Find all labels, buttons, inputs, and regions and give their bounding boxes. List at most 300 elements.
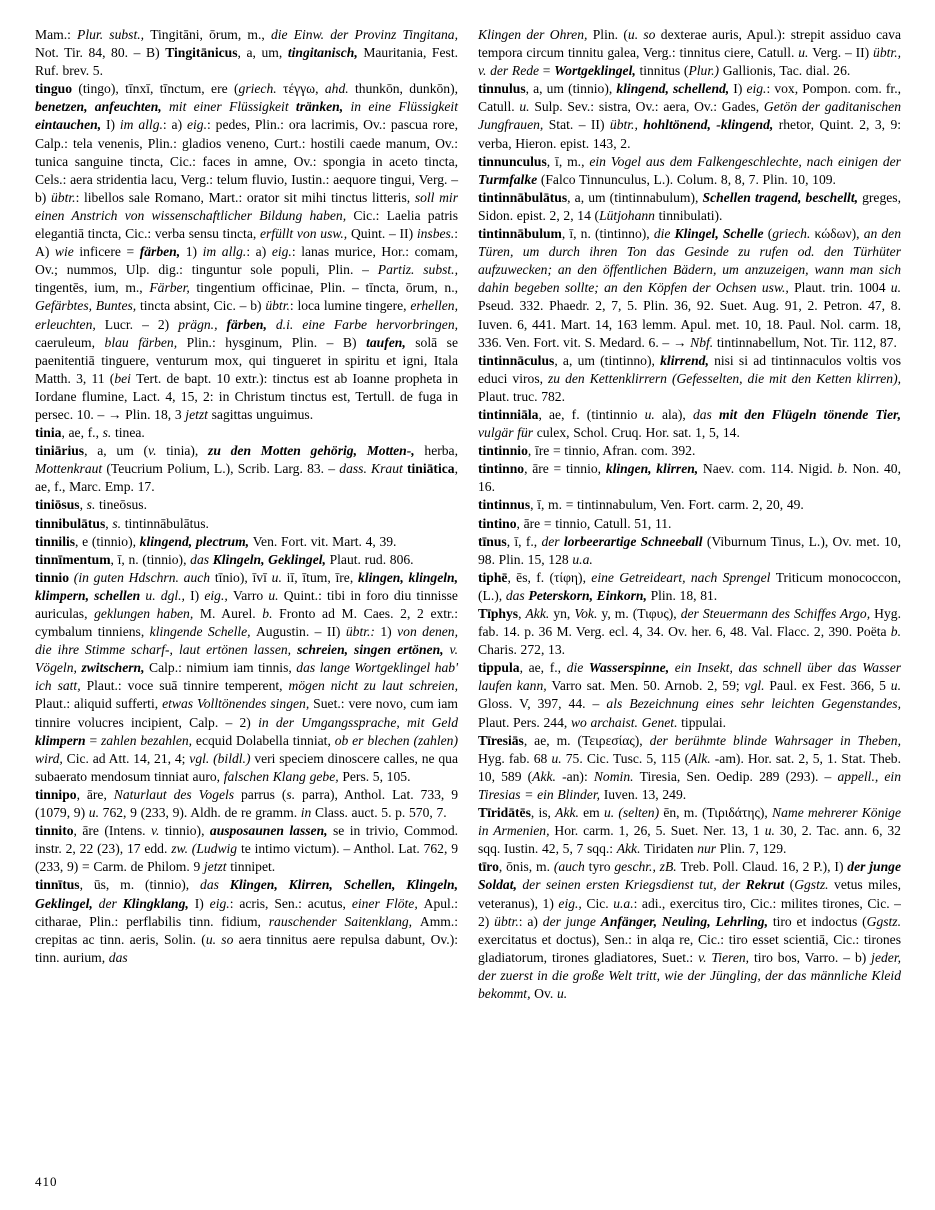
entry-text: klingen, klirren, [605,461,703,477]
entry-text: appell., ein Tiresias = ein Blinder, [478,768,901,802]
dictionary-entry [478,732,901,804]
entry-text: dass. Kraut [339,461,407,477]
entry-text: , āre = tinnio, [524,461,606,477]
entry-text: u. [764,823,780,839]
entry-text: klingend, schellend, [616,81,734,97]
entry-text: das lange Wortgeklingel hab' ich satt, [35,660,459,694]
headword: tīnus [478,533,507,549]
left-column [35,26,458,1003]
dictionary-entry [35,515,458,533]
entry-text: etwas Volltönendes singen, [162,696,314,712]
entry-text: der Steuermann des Schiffes Argo, [680,606,875,621]
entry-text: Augustin. – II) [255,624,346,640]
entry-text: te intimo victum). – Anthol. Lat. 762, 9 (233, 9) = Carm. de Philom. 9 [35,841,458,875]
entry-text: , āre (Intens. [73,823,151,839]
entry-text: geklungen haben, [94,606,200,621]
entry-text: tinnitus ( [639,63,689,79]
entry-text: vgl. (bildl.) [189,750,255,766]
entry-text: tintinnābulātus. [124,515,209,531]
entry-text: -am). Hor. sat. 2, 5, 1. Stat. Theb. 10, 589 ( [478,750,901,784]
entry-text: färben, [226,316,276,332]
entry-text: u. (selten) [603,805,664,821]
headword: tīro [478,859,499,875]
entry-text: : a) [518,913,543,929]
entry-text: ein Insekt, das schnell über das Wasser laufen kann, [478,660,902,694]
dictionary-entry [478,804,901,858]
entry-text: Paul. ex Fest. 366, 5 [769,678,891,694]
entry-text: I) [105,117,120,133]
entry-text: Partiz. subst., [377,262,458,278]
dictionary-entry [35,876,458,966]
entry-text: Sulp. Sev.: sistra, Ov.: aera, Ov.: Gades, [534,99,764,115]
headword: tinnio [35,569,69,585]
entry-text: hohltönend, -klingend, [643,117,779,133]
dictionary-entry [478,225,901,352]
entry-text: u. so [627,27,661,42]
entry-text: falschen Klang gebe, [223,768,343,784]
entry-text: blau färben, [104,334,187,350]
entry-text: : adi., exercitus tiro, Cic.: milites tirones, Cic. – 2) [478,895,901,929]
entry-text: = [542,63,555,79]
entry-text: klingend, plectrum, [139,533,253,549]
headword: tintinnio [478,443,528,459]
entry-text: u. [798,45,813,61]
entry-text: , a, um (tintinnabulum), [567,189,703,205]
entry-text: einer Flöte, [351,895,424,911]
entry-text: v. Vögeln, [35,642,458,676]
entry-text: griech. [772,226,815,242]
entry-text: tiniātica [407,461,455,477]
headword: tinnīmentum [35,551,111,567]
dictionary-entry [35,496,458,514]
entry-text: s. [286,786,303,802]
entry-text: yn, [553,606,575,621]
entry-text: Varro sat. Men. 50. Arnob. 2, 59; [551,678,745,694]
entry-text: , a, um, [237,45,288,61]
entry-text: erfüllt von usw., [259,226,351,242]
entry-text: vetus miles, veteranus), 1) [478,877,902,911]
entry-text: tiro et indoctus ( [772,913,867,929]
entry-text: sagittas unguimus. [211,406,314,422]
entry-text: die [566,660,589,676]
headword: tiniōsus [35,497,80,513]
entry-text: bei [114,370,137,386]
entry-text: culex, Schol. Cruq. Hor. sat. 1, 5, 14. [536,425,740,441]
entry-text: erhellen, erleuchten, [35,298,459,332]
text-columns [35,26,901,1003]
entry-text: u. [268,587,284,603]
entry-text: : loca lumine tingere, [289,298,411,314]
entry-text: Hor. carm. 1, 26, 5. Suet. Ner. 13, 1 [554,823,765,839]
headword: tinia [35,425,62,441]
entry-text: Anfänger, Neuling, Lehrling, [600,913,773,929]
entry-text: : A) [35,226,458,260]
dictionary-entry [478,352,901,406]
dictionary-entry [35,551,458,569]
entry-text: y, m. (Τιφυς), [601,606,681,621]
entry-text: ahd. [324,81,355,97]
entry-text: ecquid Dolabella tinniat, [195,732,335,748]
page-number: 410 [35,1174,58,1189]
entry-text: , e (tinnio), [75,533,140,549]
dictionary-entry [478,496,901,514]
entry-text: lorbeerartige Schneeball [563,533,707,549]
entry-text: , [79,497,87,513]
entry-text: die [653,226,675,242]
dictionary-entry [35,569,458,786]
entry-text: Klingeln, Geklingel, [212,551,330,567]
entry-text: v. [150,823,165,839]
entry-text: der seinen ersten Kriegsdienst tut, der [522,877,746,893]
entry-text: inficere = [79,244,140,260]
headword: Tīresiās [478,732,524,748]
entry-text: eig. [209,895,230,911]
entry-text: (tingo), tīnxī, tīnctum, ere ( [72,81,239,97]
entry-text: Apul.: citharae, Plin.: perflabilis tinn. fidium, [35,895,459,929]
entry-text: tiro bos, Varro. – b) [754,949,872,965]
entry-text: , ōnis, m. [498,859,554,875]
headword: tiniārius [35,443,85,459]
entry-text: Akk. [532,768,563,784]
dictionary-entry [35,442,458,496]
entry-text: Mottenkraut [35,461,107,477]
entry-text: der junge Soldat, [478,859,901,893]
entry-text: vulgär für [478,425,537,441]
entry-text: , a, um (tinnio), [525,81,617,97]
entry-text: Naev. com. 114. Nigid. [702,461,838,477]
entry-text: mit den Flügeln tönende Tier, [719,406,901,422]
entry-text: eig. [186,117,207,133]
entry-text: Hyg. fab. 68 [478,750,552,766]
entry-text: tingentēs, ium, m., [35,280,150,296]
dictionary-entry [478,858,901,1003]
entry-text: Lütjohann [599,207,659,223]
dictionary-entry [478,460,901,496]
entry-text: in der Umgangssprache, mit Geld [258,714,459,730]
entry-text: soll mir einen Anstrich von wissenschaftlicher Bildung haben, [35,189,459,223]
headword: tintino [478,515,517,531]
entry-text: Pseud. 332. Phaedr. 2, 7, 5. Plin. 36, 92. Suet. Aug. 91, 2. Petron. 47, 8. Iuven. 6, 441. Mart. 14, 163 lemm. Apul. met. 10, 18. Paul. Nol. carm. 18, 336. Ven. Fort. vit. S. Medard. 6. – → [478,298,901,350]
entry-text: Nbf. [690,334,717,350]
entry-text: Klingel, Schelle [674,226,768,242]
entry-text: jetzt [203,859,231,875]
entry-text: Klingklang, [122,895,195,911]
entry-text: Tiresia, Sen. Oedip. 289 (293). – [639,768,838,784]
entry-text: Quint.: tibi in foro diu tinnisse auriculas, [35,587,458,621]
entry-text: klingende Schelle, [149,624,256,640]
dictionary-entry [478,189,901,225]
entry-text: Non. 40, 16. [478,461,901,495]
entry-text: rhetor, Quint. 2, 3, 9: verba, Hieron. epist. 143, 2. [478,117,902,151]
entry-text: Plaut. trin. 1004 [794,280,891,296]
entry-text: Akk. [616,841,645,857]
entry-text: s. [102,425,115,441]
entry-text: tyro [588,859,615,875]
entry-text: Schellen tragend, beschellt, [702,189,863,205]
entry-text: nur [697,841,720,857]
dictionary-entry [478,442,901,460]
entry-text: tippulai. [681,714,727,730]
entry-text: solā se paenitentiā tinguere, venturum mox, qui tingueret in spiritu et igni, Itala Matth. 3, 11 ( [35,334,458,386]
entry-text: Cic. ad Att. 14, 21, 4; [66,750,190,766]
entry-text: Plin. 7, 129. [719,841,787,857]
entry-text: tineōsus. [99,497,147,513]
entry-text: b. [890,624,901,640]
dictionary-entry [35,786,458,822]
entry-text: κώδων), [814,226,864,242]
entry-text: u.a. [613,895,634,911]
headword: tintinnābulum [478,226,562,242]
entry-text: Varro [232,587,269,603]
headword: Tīphys [478,606,519,621]
dictionary-entry [35,822,458,876]
entry-text: eig., [558,895,587,911]
entry-text: wo archaist. Genet. [570,714,682,730]
entry-text: greges, Sidon. epist. 2, 2, 14 ( [478,189,901,223]
entry-text: eine Getreideart, nach Sprengel [591,569,776,585]
entry-text: in [300,805,316,821]
entry-text: u. [88,805,103,821]
entry-text: Mauritania, Fest. Ruf. brev. 5. [35,45,458,79]
entry-text: Plin.: hysginum, Plin. – B) [186,334,367,350]
entry-text: , ūs, m. (tinnio), [79,877,201,893]
entry-text: tinnipet. [230,859,276,875]
entry-text: Gloss. V, 397, 44. – [478,696,607,712]
entry-text: : a) [162,117,187,133]
entry-text: Hyg. fab. 14. p. 36 M. Verg. ecl. 4, 34. Ov. her. 6, 48. Val. Flacc. 2, 390. Poëta [478,606,901,640]
entry-text: Class. auct. 5. p. 570, 7. [315,805,447,821]
entry-text: I) [190,587,205,603]
entry-text: aera tinnitus aere repulsa dabunt, Ov.): tinn. aurium, [35,931,459,965]
entry-text: parrus ( [241,786,287,802]
entry-text: Plin. 18, 81. [650,587,718,603]
entry-text: Plur.) [688,63,723,79]
entry-text: ausposaunen lassen, [209,823,333,839]
entry-text: : vox, Pompon. com. fr., Catull. [478,81,901,115]
entry-text: herba, [424,443,458,459]
entry-text: : lanas murice, Hor.: comam, Ov.; nummos, Ulp. dig.: tinguntur sole populi, Plin. – [35,244,458,278]
entry-text: , is, [530,805,556,821]
entry-text: klingen, klingeln, klimpern, schellen [35,569,458,603]
entry-text: Nomin. [593,768,640,784]
entry-text: als Bezeichnung eines sehr leichten Gegenstandes, [606,696,901,712]
entry-text: dexterae auris, Apul.): strepit assiduo cava tempora circum tinnitu galea, Verg.: tinnitus ciere, Catull. [478,27,901,61]
dictionary-entry [478,80,901,152]
entry-text: ( [767,226,773,242]
entry-text: , ēs, f. (τίφη), [507,569,592,585]
entry-text: Suet.: vere novo, cum iam tinnire volucres incipient, Calp. – 2) [35,696,458,730]
headword: tiphē [478,569,508,585]
entry-text: Gefärbtes, Buntes, [35,298,140,314]
dictionary-entry [35,80,458,424]
entry-text: eig., [204,587,233,603]
entry-text: das [108,949,128,965]
entry-text: (in guten Hdschrn. auch [73,569,215,585]
entry-text: s. [86,497,100,513]
entry-text: Wasserspinne, [588,660,675,676]
entry-text: , ae, f. (tintinnio [538,406,645,422]
entry-text: veri speciem dinoscere calles, ne qua subaerato mendosum tinniat auro, [35,750,458,784]
entry-text: übtr. [265,298,290,314]
entry-text: der berühmte blinde Wahrsager in Theben, [649,732,901,748]
entry-text: das [200,877,230,893]
entry-text: I) [194,895,210,911]
entry-text: u. dgl., [145,587,191,603]
entry-text: das [190,551,213,567]
entry-text: thunkōn, dunkōn), [355,81,459,97]
entry-text: se in trivio, Commod. instr. 2, 22 (23), 17 edd. [35,823,459,857]
entry-text: der [98,895,123,911]
entry-text: -an): [562,768,594,784]
entry-text: die Einw. der Provinz Tingitana, [270,27,458,42]
entry-text: ob er blechen (zahlen) wird, [35,732,458,766]
entry-text: Not. Tir. 84, 80. – B) [35,45,166,61]
entry-text: tinia), [166,443,209,459]
headword: tinnītus [35,877,80,893]
entry-text: übtr. [51,189,76,205]
entry-text: u. so [205,931,239,947]
entry-text: u. [890,678,901,694]
entry-text: Gallionis, Tac. dial. 26. [722,63,851,79]
headword: tinnito [35,823,74,839]
entry-text: insbes. [416,226,455,242]
entry-text: b. [837,461,853,477]
entry-text: Cic. [586,895,614,911]
entry-text: , ae, f., Marc. Emp. 17. [35,461,458,495]
entry-text: klimpern [35,732,90,748]
headword: tintinno [478,461,525,477]
entry-text: Ggstz. [866,913,901,929]
dictionary-entry [478,153,901,189]
entry-text: in eine Flüssigkeit [350,99,458,115]
entry-text: Plaut.: voce suā tinnire temperent, [86,678,289,694]
entry-text: Pers. 5, 105. [342,768,411,784]
entry-text: übtr., v. der Rede [478,45,901,79]
entry-text: der [541,533,564,549]
entry-text: tinnibulati). [658,207,723,223]
entry-text: Amm.: crepitas ac tinn. aeris, Solin. ( [35,913,459,947]
entry-text: u. [519,99,535,115]
entry-text: Verg. – II) [812,45,874,61]
entry-text: Naturlaut des Vogels [113,786,241,802]
headword: tinnunculus [478,153,547,169]
headword: tinnilis [35,533,76,549]
entry-text: Färber, [149,280,197,296]
entry-text: Lucr. – 2) [104,316,179,332]
entry-text: färben, [139,244,186,260]
entry-text: tincta absint, Cic. – b) [139,298,266,314]
entry-text: , ae, f., [61,425,103,441]
entry-text: (auch [553,859,589,875]
entry-text: 1) [185,244,203,260]
entry-text: u. [556,985,568,1001]
entry-text: caeruleum, [35,334,105,350]
dictionary-entry [478,406,901,442]
entry-text: an den Türen, um durch ihren Ton das Gesinde zu rufen od. den Türhüter aufzuwecken; an den öffentlichen Bädern, um anzuzeigen, wann man sich dahin begeben sollte; an den Köpfen der Ochsen usw., [478,226,902,296]
dictionary-entry [35,424,458,442]
entry-text: vgl. [744,678,770,694]
entry-text: iī, ītum, īre, [286,569,359,585]
entry-text: nisi si ad tintinnaculos voltis vos educi viros, [478,352,901,386]
entry-text: im allg. [202,244,247,260]
entry-text: tingentium officinae, Plin. – tīncta, ōrum, n., [196,280,459,296]
entry-text: tränken, [295,99,351,115]
entry-text: schreien, singen ertönen, [297,642,450,658]
entry-text: v. [148,443,167,459]
entry-text: Plaut. Pers. 244, [478,714,571,730]
entry-text: Wortgeklingel, [554,63,640,79]
entry-text: = [89,732,101,748]
entry-text: zu den Kettenklirrern (Gefesselten, die mit den Ketten klirren), [548,370,902,386]
entry-text: Triticum monococcon, (L.), [478,569,901,603]
entry-text: , ī, m. = tintinnabulum, Ven. Fort. carm. 2, 20, 49. [530,497,804,513]
entry-text: em [583,805,604,821]
entry-text: von denen, die ihre Stimme scharf-, laut ertönen lassen, [35,624,459,658]
entry-text: M. Aurel. [199,606,263,621]
entry-text: Akk. [525,606,554,621]
entry-text: τέγγω, [282,81,325,97]
entry-text: : pedes, Plin.: ora lacrimis, Ov.: pascua rore, Calp.: tela venenis, Plin.: gladios veneno, Curt.: hostili caede manum, Ov.: tunica sanguine tincta, Cic.: faces in amne, Ov.: spongia in aceto tincta, Cels.: aera stridentia lacu, Verg.: telum fluvio, Iustin.: aequore tingui, Verg. – b) [35,117,458,205]
entry-text: (Teucrium Polium, L.), Scrib. Larg. 83. – [106,461,340,477]
entry-text: Klingen, Klirren, Schellen, Klingeln, Geklingel, [35,877,458,911]
entry-text: Tiridaten [644,841,698,857]
entry-text: Plur. subst., [77,27,151,42]
entry-text: (Falco Tinnunculus, L.). Colum. 8, 8, 7. Plin. 10, 109. [540,171,836,187]
dictionary-entry [35,26,458,80]
headword: Tīridātēs [478,805,531,821]
entry-text: 762, 9 (233, 9). Aldh. de re gramm. [102,805,301,821]
entry-text: griech. [238,81,283,97]
entry-text: Iuven. 13, 249. [603,786,687,802]
entry-text: , āre = tinnio, Catull. 51, 11. [516,515,672,531]
entry-text: Alk. [689,750,715,766]
entry-text: geschr., zB. [614,859,681,875]
entry-text: Klingen der Ohren, [478,27,593,42]
entry-text: Ggstz. [794,877,835,893]
entry-text: , ī, m., [546,153,590,169]
entry-text: s. [112,515,125,531]
entry-text: das [505,587,529,603]
entry-text: zwitschern, [81,660,150,676]
entry-text: Cic.: Laelia patris elegantiā tincta, Cic.: verba sensu tincta, [35,207,458,242]
entry-text: zu den Motten gehörig, Motten-, [208,443,425,459]
entry-text: , ae, f., [519,660,567,676]
entry-text: exercitatus et doctus), Sen.: in alqa re, Cic.: tiro esset scientiā, Cic.: tirones gladiatorum, tirones gladiatores, Suet.: [478,931,901,965]
entry-text: , a, um (tintinno), [554,352,661,368]
entry-text: Vok. [574,606,602,621]
headword: tinguo [35,81,73,97]
entry-text: Peterskorn, Einkorn, [528,587,651,603]
entry-text: tingitanisch, [287,45,364,61]
entry-text: Turmfalke [478,171,541,187]
entry-text: mit einer Flüssigkeit [168,99,296,115]
entry-text: mögen nicht zu laut schreien, [288,678,458,694]
entry-text: Plin. ( [592,27,628,42]
entry-text: v. Tieren, [698,949,754,965]
entry-text: Getön der gaditanischen Jungfrauen, [478,99,901,133]
dictionary-entry [478,659,901,731]
entry-text: Ov. [534,985,557,1001]
dictionary-entry [478,569,901,605]
entry-text: 1) [380,624,398,640]
entry-text: Tert. de bapt. 10 extr.): tinctus est ab Ioanne propheta in Iordane flumine, Lact. 4, 15, 2: in Christum tinctus est, Tertull. de fuga in persec. 10. – → Plin. 18, 3 [35,370,458,422]
headword: tintinnābulātus [478,189,568,205]
entry-text: , ī, f., [506,533,542,549]
entry-text: Plaut. truc. 782. [478,388,566,404]
right-column [478,26,901,1003]
entry-text: , ae, m. (Τειρεσίας), [523,732,650,748]
entry-text: benetzen, anfeuchten, [35,99,169,115]
